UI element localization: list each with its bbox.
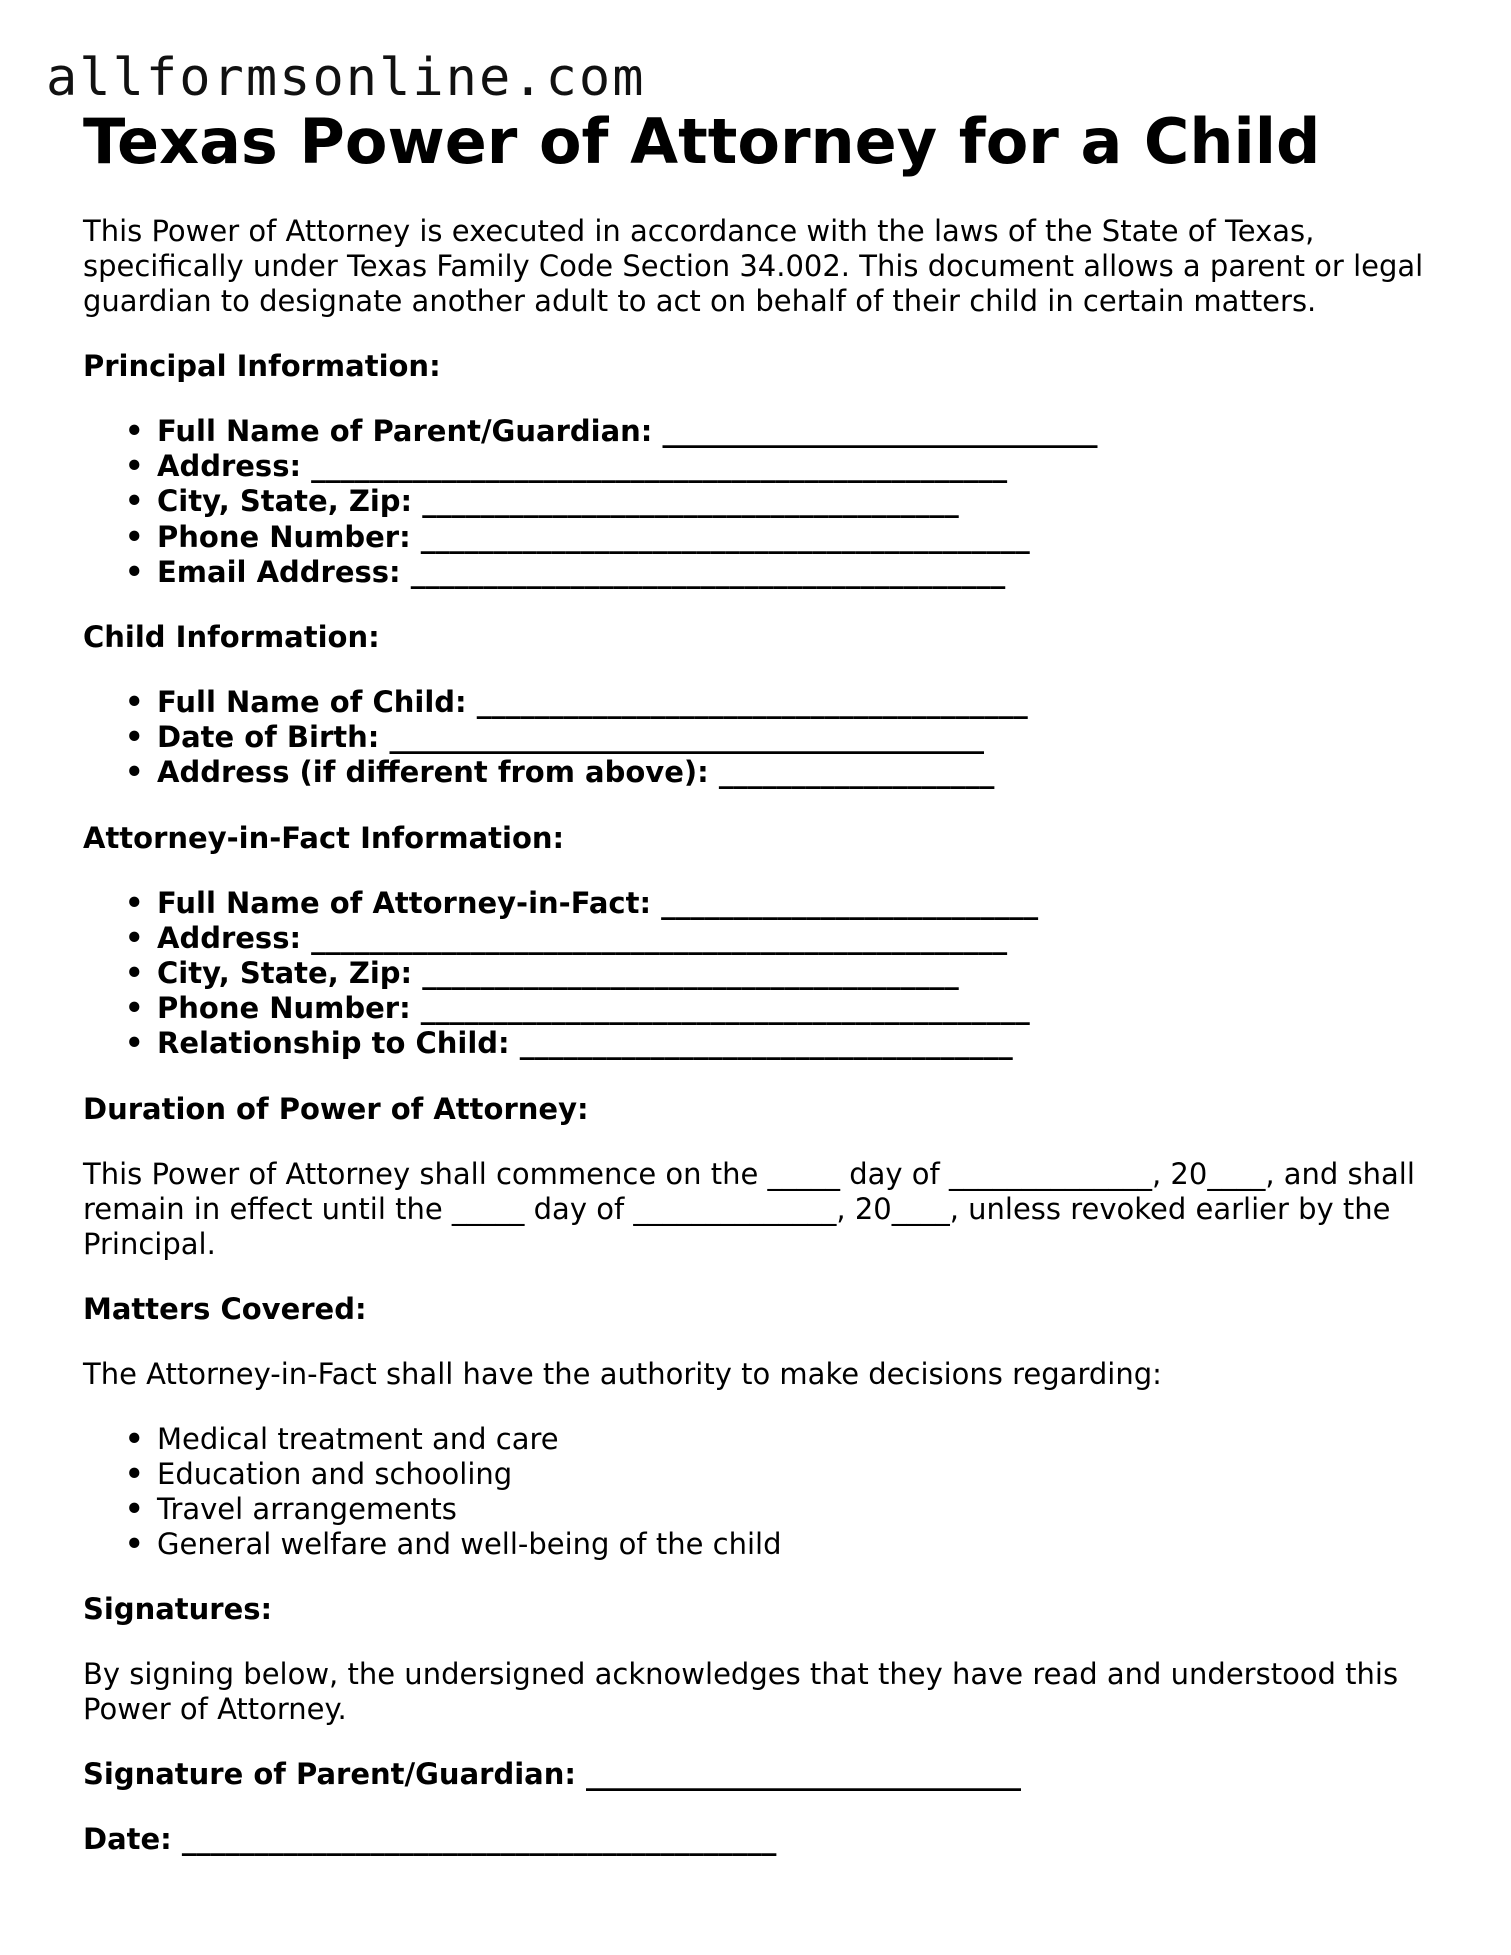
bullet-icon: • bbox=[125, 920, 144, 955]
signatures-heading: Signatures: bbox=[83, 1592, 273, 1627]
bullet-icon: • bbox=[125, 991, 144, 1026]
child-field-full-name[interactable]: • Full Name of Child: ______________________________________ bbox=[125, 685, 1028, 720]
document-page bbox=[83, 104, 1443, 1857]
bullet-icon: • bbox=[125, 1026, 144, 1061]
child-heading: Child Information: bbox=[83, 620, 380, 655]
principal-field-email[interactable]: • Email Address: _________________________________________ bbox=[125, 554, 1006, 589]
attorney-field-city-state-zip[interactable]: • City, State, Zip: _____________________________________ bbox=[125, 956, 959, 991]
bullet-icon: • bbox=[125, 685, 144, 720]
bullet-icon: • bbox=[125, 1527, 144, 1562]
signatures-paragraph: By signing below, the undersigned acknowledges that they have read and understood this Power of Attorney. bbox=[83, 1657, 1399, 1727]
bullet-icon: • bbox=[125, 1492, 144, 1527]
document-title: Texas Power of Attorney for a Child bbox=[83, 105, 1321, 178]
bullet-icon: • bbox=[125, 554, 144, 589]
principal-field-phone[interactable]: • Phone Number: __________________________________________ bbox=[125, 519, 1030, 554]
list-item: • Travel arrangements bbox=[125, 1492, 457, 1527]
matters-heading: Matters Covered: bbox=[83, 1291, 367, 1326]
bullet-icon: • bbox=[125, 414, 144, 448]
bullet-icon: • bbox=[125, 755, 144, 790]
matters-paragraph: The Attorney-in-Fact shall have the authority to make decisions regarding: bbox=[83, 1356, 1162, 1391]
bullet-icon: • bbox=[125, 519, 144, 554]
duration-heading: Duration of Power of Attorney: bbox=[83, 1091, 589, 1126]
intro-paragraph: This Power of Attorney is executed in accordance with the laws of the State of Texas, specifically under Texas Family Code Section 34.002. This document allows a parent or legal guardian to designate another adult to act on behalf of their child in certain matters. bbox=[83, 214, 1424, 318]
principal-field-city-state-zip[interactable]: • City, State, Zip: _____________________________________ bbox=[125, 484, 959, 519]
principal-field-address[interactable]: • Address: ________________________________________________ bbox=[125, 449, 1008, 484]
attorney-field-list bbox=[83, 886, 1443, 1062]
attorney-field-address[interactable]: • Address: ________________________________________________ bbox=[125, 920, 1008, 955]
attorney-field-phone[interactable]: • Phone Number: __________________________________________ bbox=[125, 991, 1030, 1026]
list-item: • Medical treatment and care bbox=[125, 1421, 559, 1456]
child-field-date-of-birth[interactable]: • Date of Birth: _________________________________________ bbox=[125, 720, 984, 755]
principal-field-full-name[interactable]: • Full Name of Parent/Guardian: ______________________________ bbox=[125, 414, 1098, 448]
attorney-heading: Attorney-in-Fact Information: bbox=[83, 820, 565, 855]
bullet-icon: • bbox=[125, 449, 144, 484]
bullet-icon: • bbox=[125, 720, 144, 755]
matters-list bbox=[83, 1422, 1443, 1563]
bullet-icon: • bbox=[125, 885, 144, 920]
watermark: allformsonline.com bbox=[46, 48, 646, 108]
attorney-field-relationship[interactable]: • Relationship to Child: __________________________________ bbox=[125, 1026, 1013, 1061]
child-field-address[interactable]: • Address (if different from above): ___________________ bbox=[125, 755, 995, 790]
principal-field-list bbox=[83, 414, 1443, 590]
bullet-icon: • bbox=[125, 1456, 144, 1491]
signature-field[interactable]: Signature of Parent/Guardian: ______________________________ bbox=[83, 1757, 1022, 1792]
bullet-icon: • bbox=[125, 484, 144, 519]
list-item: • General welfare and well-being of the child bbox=[125, 1527, 782, 1562]
bullet-icon: • bbox=[125, 956, 144, 991]
principal-heading: Principal Information: bbox=[83, 349, 441, 383]
list-item: • Education and schooling bbox=[125, 1456, 513, 1491]
duration-paragraph[interactable]: This Power of Attorney shall commence on the _____ day of ______________, 20____, and shall remain in effect until the _____ day of ______________, 20____, unless revoked earlier by the Principal. bbox=[83, 1156, 1415, 1261]
child-field-list bbox=[83, 685, 1443, 791]
bullet-icon: • bbox=[125, 1421, 144, 1456]
date-field[interactable]: Date: _________________________________________ bbox=[83, 1822, 777, 1857]
attorney-field-full-name[interactable]: • Full Name of Attorney-in-Fact: __________________________ bbox=[125, 885, 1039, 920]
